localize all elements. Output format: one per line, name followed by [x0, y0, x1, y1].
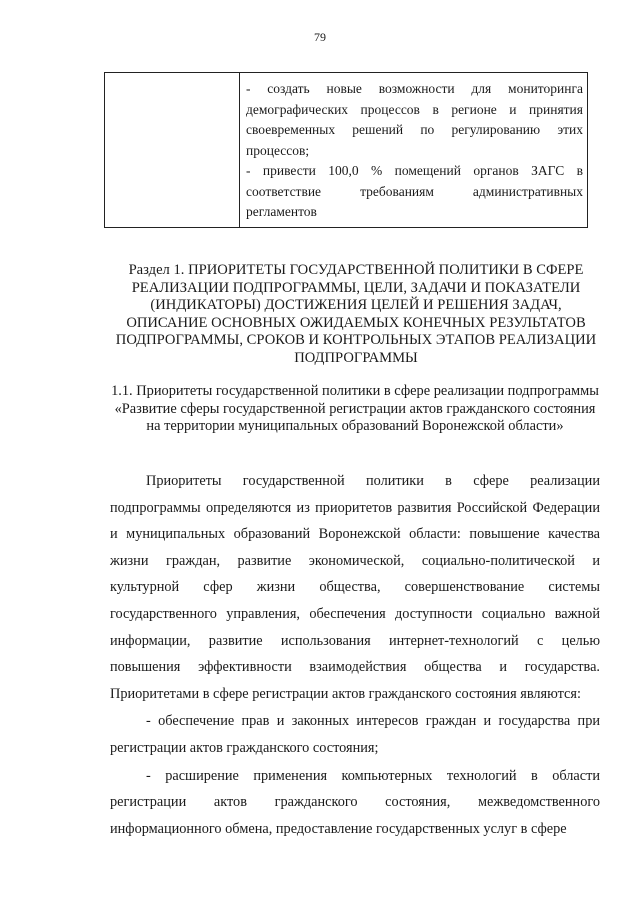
- page-number: 79: [314, 30, 326, 44]
- section-heading: Раздел 1. ПРИОРИТЕТЫ ГОСУДАРСТВЕННОЙ ПОЛИТИКИ В СФЕРЕ РЕАЛИЗАЦИИ ПОДПРОГРАММЫ, ЦЕЛИ, ЗАДАЧИ И ПОКАЗАТЕЛИ (ИНДИКАТОРЫ) ДОСТИЖЕНИЯ ЦЕЛЕЙ И РЕШЕНИЯ ЗАДАЧ, ОПИСАНИЕ ОСНОВНЫХ ОЖИДАЕМЫХ КОНЕЧНЫХ РЕЗУЛЬТАТОВ ПОДПРОГРАММЫ, СРОКОВ И КОНТРОЛЬНЫХ ЭТАПОВ РЕАЛИЗАЦИИ ПОДПРОГРАММЫ: [115, 262, 597, 366]
- table-right-cell: [240, 73, 587, 227]
- subsection-heading: 1.1. Приоритеты государственной политики в сфере реализации подпрограммы «Развитие сферы государственной регистрации актов гражданского состояния на территории муниципальных образований Воронежской области»: [111, 383, 599, 434]
- body-paragraph: Приоритеты государственной политики в сфере реализации подпрограммы определяются из приоритетов развития Российской Федерации и муниципальных образований Воронежской области: повышение качества жизни граждан, развитие экономической, социально-политической и культурной сфер жизни общества, совершенствование системы государственного управления, обеспечения доступности социально важной информации, развитие использования интернет-технологий с целью повышения эффективности взаимодействия общества и государства. Приоритетами в сфере регистрации актов гражданского состояния являются:: [110, 473, 600, 702]
- body-text: [110, 468, 600, 842]
- table-left-cell: [105, 73, 240, 227]
- continuation-table: [104, 72, 588, 228]
- body-paragraph: - расширение применения компьютерных технологий в области регистрации актов гражданского состояния, межведомственного информационного обмена, предоставление государственных услуг в сфере: [110, 767, 600, 837]
- table-bullet-item: - привести 100,0 % помещений органов ЗАГС в соответствие требованиям административных регламентов: [246, 163, 583, 219]
- body-paragraph: - обеспечение прав и законных интересов граждан и государства при регистрации актов гражданского состояния;: [110, 713, 600, 756]
- table-bullet-item: - создать новые возможности для мониторинга демографических процессов в регионе и принятия своевременных решений по регулированию этих процессов;: [246, 81, 583, 158]
